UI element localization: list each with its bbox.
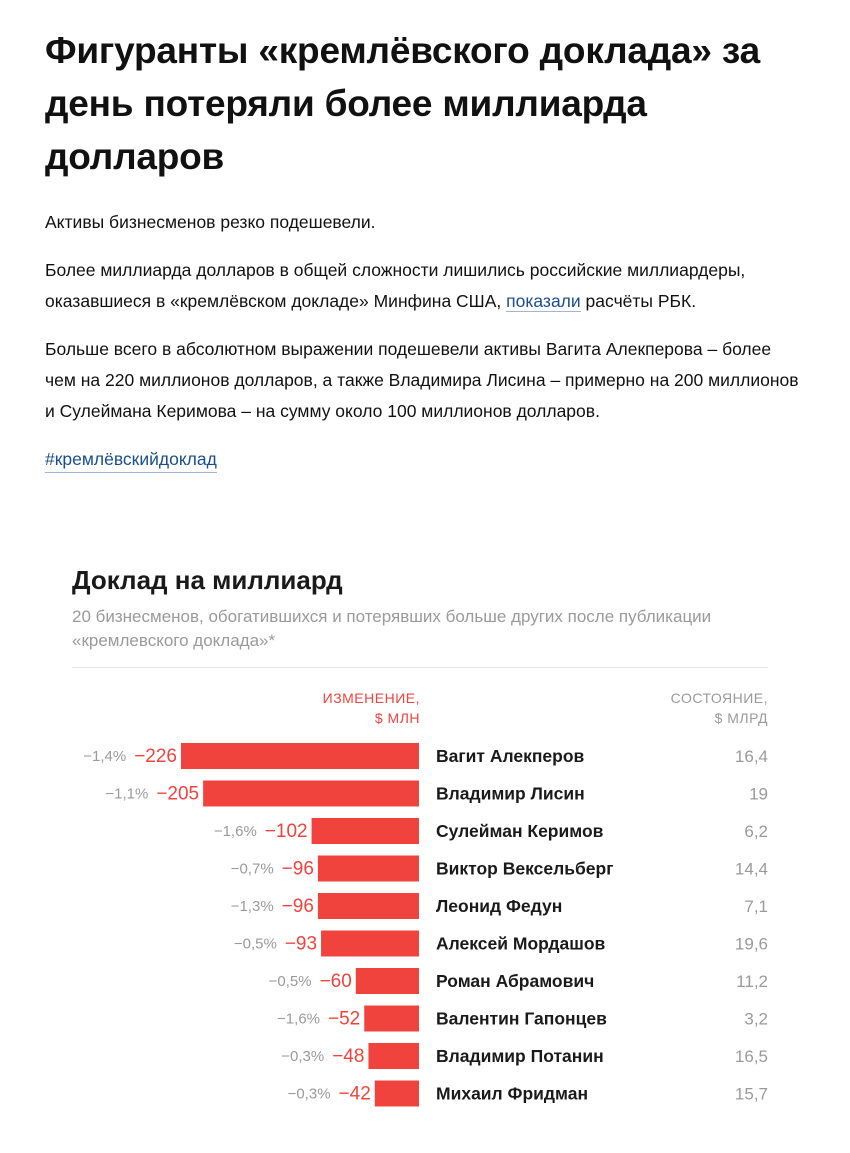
bar-percent-label: −1,6% <box>277 1010 321 1028</box>
row-wealth-label: 14,4 <box>734 859 768 879</box>
article <box>45 24 805 473</box>
bar-value-label: −96 <box>281 896 314 917</box>
change-header-line-1: ИЗМЕНЕНИЕ, <box>322 690 420 706</box>
source-link[interactable]: показали <box>506 291 581 311</box>
bar-value-label: −52 <box>328 1008 361 1030</box>
bar-value-label: −60 <box>319 971 352 992</box>
chart <box>72 562 768 1122</box>
bar-percent-label: −1,1% <box>105 785 149 803</box>
wealth-header-line-1: СОСТОЯНИЕ, <box>670 690 768 706</box>
article-lead: Активы бизнесменов резко подешевели. <box>45 212 376 232</box>
change-header-line-2: $ МЛН <box>374 710 420 726</box>
row-wealth-label: 16,4 <box>734 747 768 766</box>
paragraph-2-text: Более миллиарда долларов в общей сложности лишились российские миллиардеры, оказавшиеся в «кремлёвском докладе» Минфина США, <box>45 260 746 311</box>
bar-value-label: −205 <box>156 783 200 805</box>
hashtag-link[interactable]: #кремлёвскийдоклад <box>45 446 217 473</box>
article-paragraph-3: Больше всего в абсолютном выражении подешевели активы Вагита Алекперова – более чем на 220 миллионов долларов, а также Владимира Лисина – примерно на 200 миллионов и Сулеймана Керимова – на сумму около 100 миллионов долларов. <box>45 339 799 421</box>
bar <box>312 818 419 844</box>
bar <box>356 968 419 994</box>
bar-percent-label: −0,5% <box>268 973 312 990</box>
bar-percent-label: −1,6% <box>213 823 257 840</box>
bar-percent-label: −0,7% <box>230 860 274 878</box>
row-name-label: Леонид Федун <box>436 896 563 916</box>
chart-title: Доклад на миллиард <box>72 565 343 595</box>
row-name-label: Владимир Потанин <box>436 1046 604 1066</box>
row-name-label: Виктор Вексельберг <box>436 858 614 879</box>
chart-subtitle: 20 бизнесменов, обогатившихся и потерявших больше других после публикации «кремлевского доклада»* <box>72 607 712 650</box>
row-wealth-label: 11,2 <box>736 972 768 991</box>
row-name-label: Вагит Алекперов <box>436 746 585 766</box>
row-wealth-label: 16,5 <box>734 1047 768 1066</box>
bar-percent-label: −0,3% <box>281 1048 325 1065</box>
bar-value-label: −102 <box>264 821 308 842</box>
bar <box>181 743 419 769</box>
bar <box>318 856 419 882</box>
row-name-label: Владимир Лисин <box>436 783 585 804</box>
bar <box>321 931 419 957</box>
row-name-label: Сулейман Керимов <box>436 821 604 841</box>
bar-value-label: −226 <box>134 746 177 767</box>
row-wealth-label: 15,7 <box>734 1084 768 1104</box>
row-wealth-label: 7,1 <box>744 897 768 916</box>
row-name-label: Алексей Мордашов <box>436 933 606 954</box>
bar-percent-label: −1,4% <box>83 748 127 765</box>
bar-value-label: −48 <box>332 1046 365 1067</box>
paragraph-2-tail: расчёты РБК. <box>585 291 697 311</box>
bar <box>364 1006 419 1032</box>
bar <box>368 1043 419 1069</box>
row-name-label: Роман Абрамович <box>436 971 595 991</box>
bar-value-label: −93 <box>284 933 318 955</box>
bar-percent-label: −1,3% <box>230 898 274 915</box>
bar-value-label: −96 <box>281 858 314 880</box>
row-name-label: Михаил Фридман <box>436 1083 589 1104</box>
row-wealth-label: 19,6 <box>734 934 768 954</box>
row-name-label: Валентин Гапонцев <box>436 1008 607 1029</box>
row-wealth-label: 6,2 <box>744 822 768 841</box>
bar <box>203 781 419 807</box>
article-headline: Фигуранты «кремлёвского доклада» за день потеряли более миллиарда долларов <box>45 30 760 177</box>
bar-percent-label: −0,5% <box>233 935 277 953</box>
bar-value-label: −42 <box>338 1083 371 1105</box>
chart-plot <box>72 562 768 1122</box>
bar <box>318 893 419 919</box>
bar-percent-label: −0,3% <box>287 1085 331 1103</box>
row-wealth-label: 3,2 <box>744 1009 768 1029</box>
row-wealth-label: 19 <box>749 784 768 804</box>
bar <box>375 1081 419 1107</box>
article-paragraph-2 <box>45 255 805 317</box>
wealth-header-line-2: $ МЛРД <box>714 710 768 726</box>
